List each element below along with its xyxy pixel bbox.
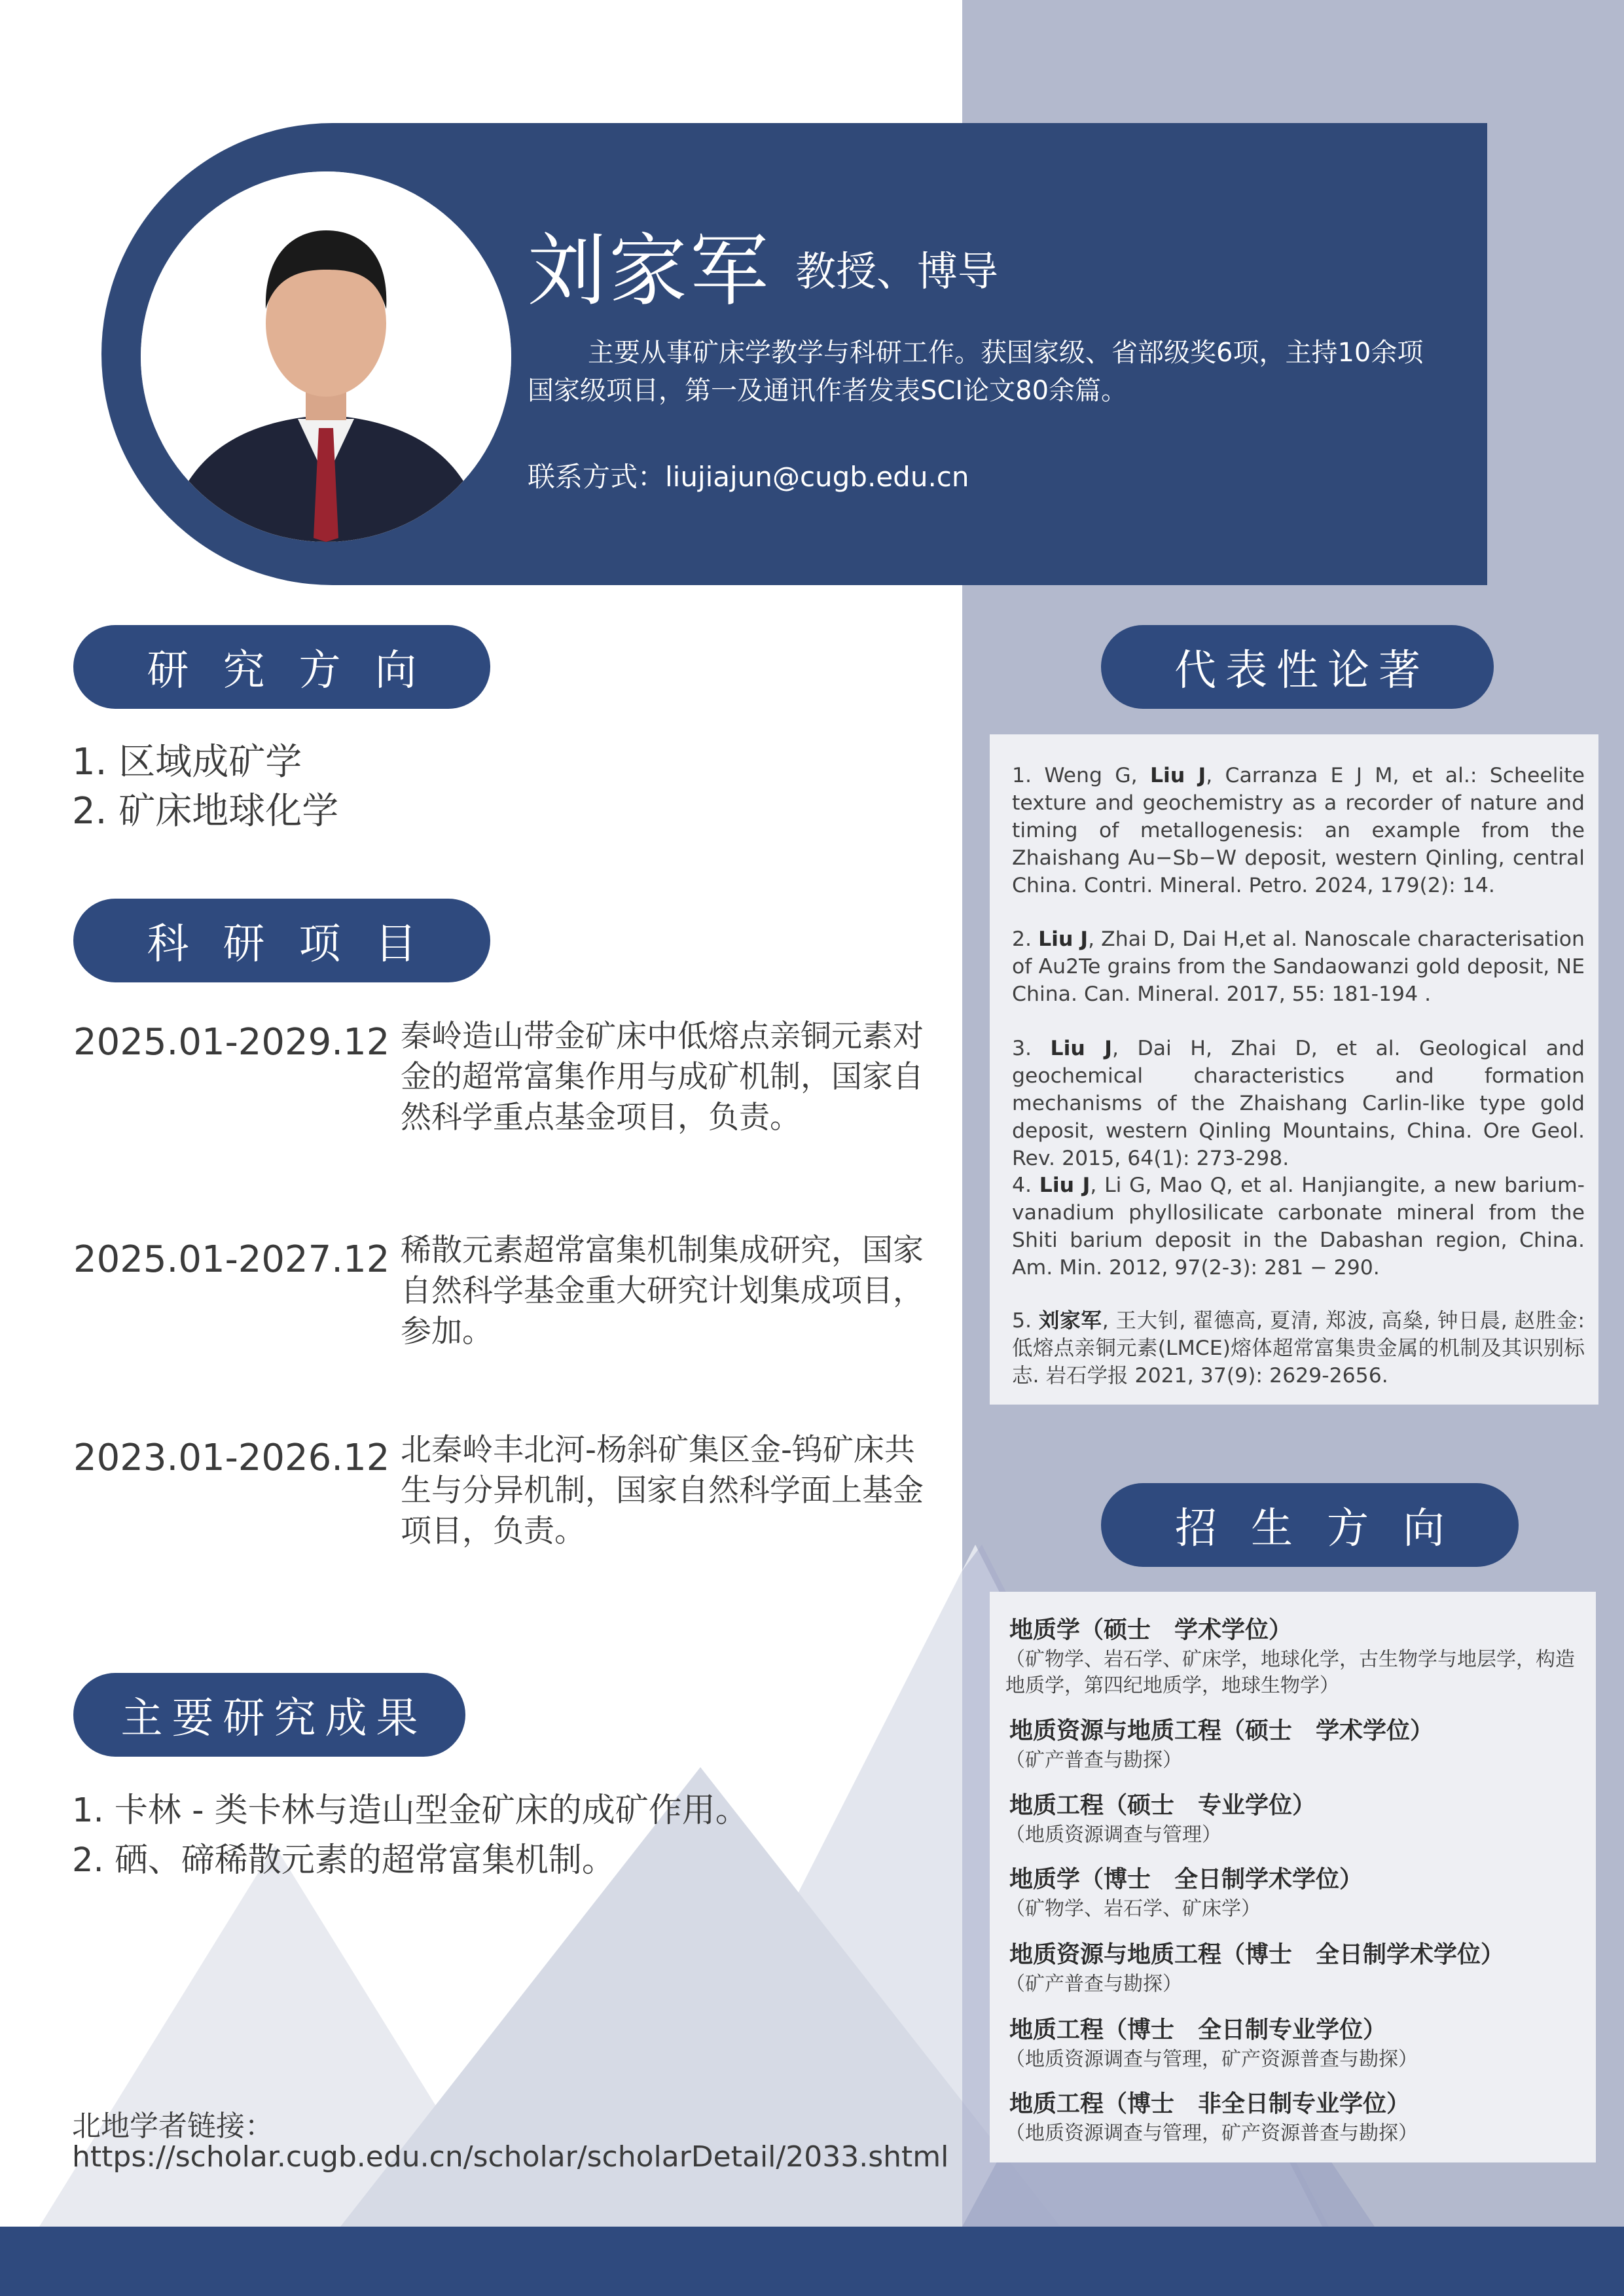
paper-author: 刘家军 — [1038, 1309, 1102, 1333]
project-description: 北秦岭丰北河-杨斜矿集区金-钨矿床共生与分异机制，国家自然科学面上基金项目，负责。 — [401, 1432, 924, 1549]
project-date: 2025.01-2027.12 — [73, 1238, 390, 1281]
paper-entry — [1012, 762, 1585, 899]
project-date: 2023.01-2026.12 — [73, 1437, 390, 1479]
achievement-item: 2. 硒、碲稀散元素的超常富集机制。 — [72, 1841, 615, 1880]
admissions-heading: 招生方向 — [1101, 1483, 1519, 1567]
paper-author: Liu J — [1050, 1037, 1112, 1060]
paper-entry — [1012, 1035, 1585, 1172]
research-direction-heading: 研究方向 — [73, 625, 490, 709]
achievement-item: 1. 卡林 - 类卡林与造山型金矿床的成矿作用。 — [72, 1791, 749, 1830]
paper-author: Liu J — [1038, 927, 1089, 951]
contact-email[interactable]: 联系方式：liujiajun@cugb.edu.cn — [528, 461, 969, 493]
admission-title: 地质资源与地质工程（硕士 学术学位） — [1009, 1717, 1434, 1744]
research-direction-item: 2. 矿床地球化学 — [72, 790, 339, 833]
admission-title: 地质资源与地质工程（博士 全日制学术学位） — [1009, 1941, 1505, 1968]
project-description: 秦岭造山带金矿床中低熔点亲铜元素对金的超常富集作用与成矿机制，国家自然科学重点基金项目，负责。 — [401, 1018, 924, 1136]
person-name: 刘家军 — [528, 226, 771, 317]
paper-text: 2. — [1012, 927, 1039, 951]
scholar-link-url[interactable]: https://scholar.cugb.edu.cn/scholar/scholarDetail/2033.shtml — [72, 2140, 949, 2174]
admission-detail: （矿产普查与勘探） — [1005, 1973, 1182, 1996]
admission-detail: （地质资源调查与管理） — [1005, 1823, 1221, 1846]
admission-detail: （地质资源调查与管理，矿产资源普查与勘探） — [1005, 2048, 1418, 2071]
person-intro: 主要从事矿床学教学与科研工作。获国家级、省部级奖6项，主持10余项国家级项目，第一及通讯作者发表SCI论文80余篇。 — [528, 338, 1424, 406]
paper-text: , Zhai D, Dai H,et al. Nanoscale characterisation of Au2Te grains from the Sandaowanzi gold deposit, NE China. Can. Mineral. 2017, 55: 181-194 . — [1012, 927, 1585, 1006]
paper-text: , Li G, Mao Q, et al. Hanjiangite, a new barium-vanadium phyllosilicate carbonate mineral from the Shiti barium deposit in the Dabashan region, China. Am. Min. 2012, 97(2-3): 281 − 290. — [1012, 1174, 1585, 1280]
papers-heading: 代表性论著 — [1101, 625, 1494, 709]
person-title: 教授、博导 — [795, 247, 999, 295]
projects-heading: 科研项目 — [73, 899, 490, 982]
paper-author: Liu J — [1039, 1174, 1091, 1197]
project-description: 稀散元素超常富集机制集成研究，国家自然科学基金重大研究计划集成项目，参加。 — [401, 1232, 924, 1350]
paper-entry — [1012, 1307, 1585, 1390]
admission-title: 地质工程（博士 非全日制专业学位） — [1009, 2090, 1411, 2117]
admission-detail: （矿物学、岩石学、矿床学） — [1005, 1897, 1261, 1920]
scholar-link-label: 北地学者链接： — [72, 2109, 274, 2143]
admission-detail: （矿产普查与勘探） — [1005, 1749, 1182, 1772]
research-direction-item: 1. 区域成矿学 — [72, 741, 302, 783]
paper-text: , 王大钊, 翟德高, 夏清, 郑波, 高燊, 钟日晨, 赵胜金: 低熔点亲铜元素(LMCE)熔体超常富集贵金属的机制及其识别标志. 岩石学报 2021, 37(9): 2629-2656. — [1012, 1309, 1585, 1388]
paper-text: 1. Weng G, — [1012, 764, 1150, 787]
admission-title: 地质学（博士 全日制学术学位） — [1009, 1866, 1363, 1893]
admission-detail: （矿物学、岩石学、矿床学，地球化学，古生物学与地层学，构造地质学，第四纪地质学，地球生物学） — [1005, 1648, 1575, 1697]
project-date: 2025.01-2029.12 — [73, 1021, 390, 1064]
paper-text: , Carranza E J M, et al.: Scheelite texture and geochemistry as a recorder of nature and timing of metallogenesis: an example from the Zhaishang Au−Sb−W deposit, western Qinling, central China. Contri. Mineral. Petro. 2024, 179(2): 14. — [1012, 764, 1585, 897]
portrait-photo — [141, 171, 511, 542]
achievements-heading: 主要研究成果 — [73, 1673, 465, 1757]
paper-text: 5. — [1012, 1309, 1039, 1333]
admission-title: 地质工程（硕士 专业学位） — [1009, 1792, 1316, 1819]
paper-author: Liu J — [1149, 764, 1206, 787]
paper-entry — [1012, 925, 1585, 1008]
paper-text: 4. — [1012, 1174, 1039, 1197]
admission-title: 地质学（硕士 学术学位） — [1009, 1617, 1293, 1643]
paper-text: , Dai H, Zhai D, et al. Geological and geochemical characteristics and formation mechanisms of the Zhaishang Carlin-like type gold deposit, western Qinling Mountains, China. Ore Geol. Rev. 2015, 64(1): 273-298. — [1012, 1037, 1585, 1170]
paper-text: 3. — [1012, 1037, 1051, 1060]
paper-entry — [1012, 1172, 1585, 1282]
admission-title: 地质工程（博士 全日制专业学位） — [1009, 2017, 1387, 2043]
footer-bar — [0, 2227, 1624, 2296]
admission-detail: （地质资源调查与管理，矿产资源普查与勘探） — [1005, 2122, 1418, 2145]
